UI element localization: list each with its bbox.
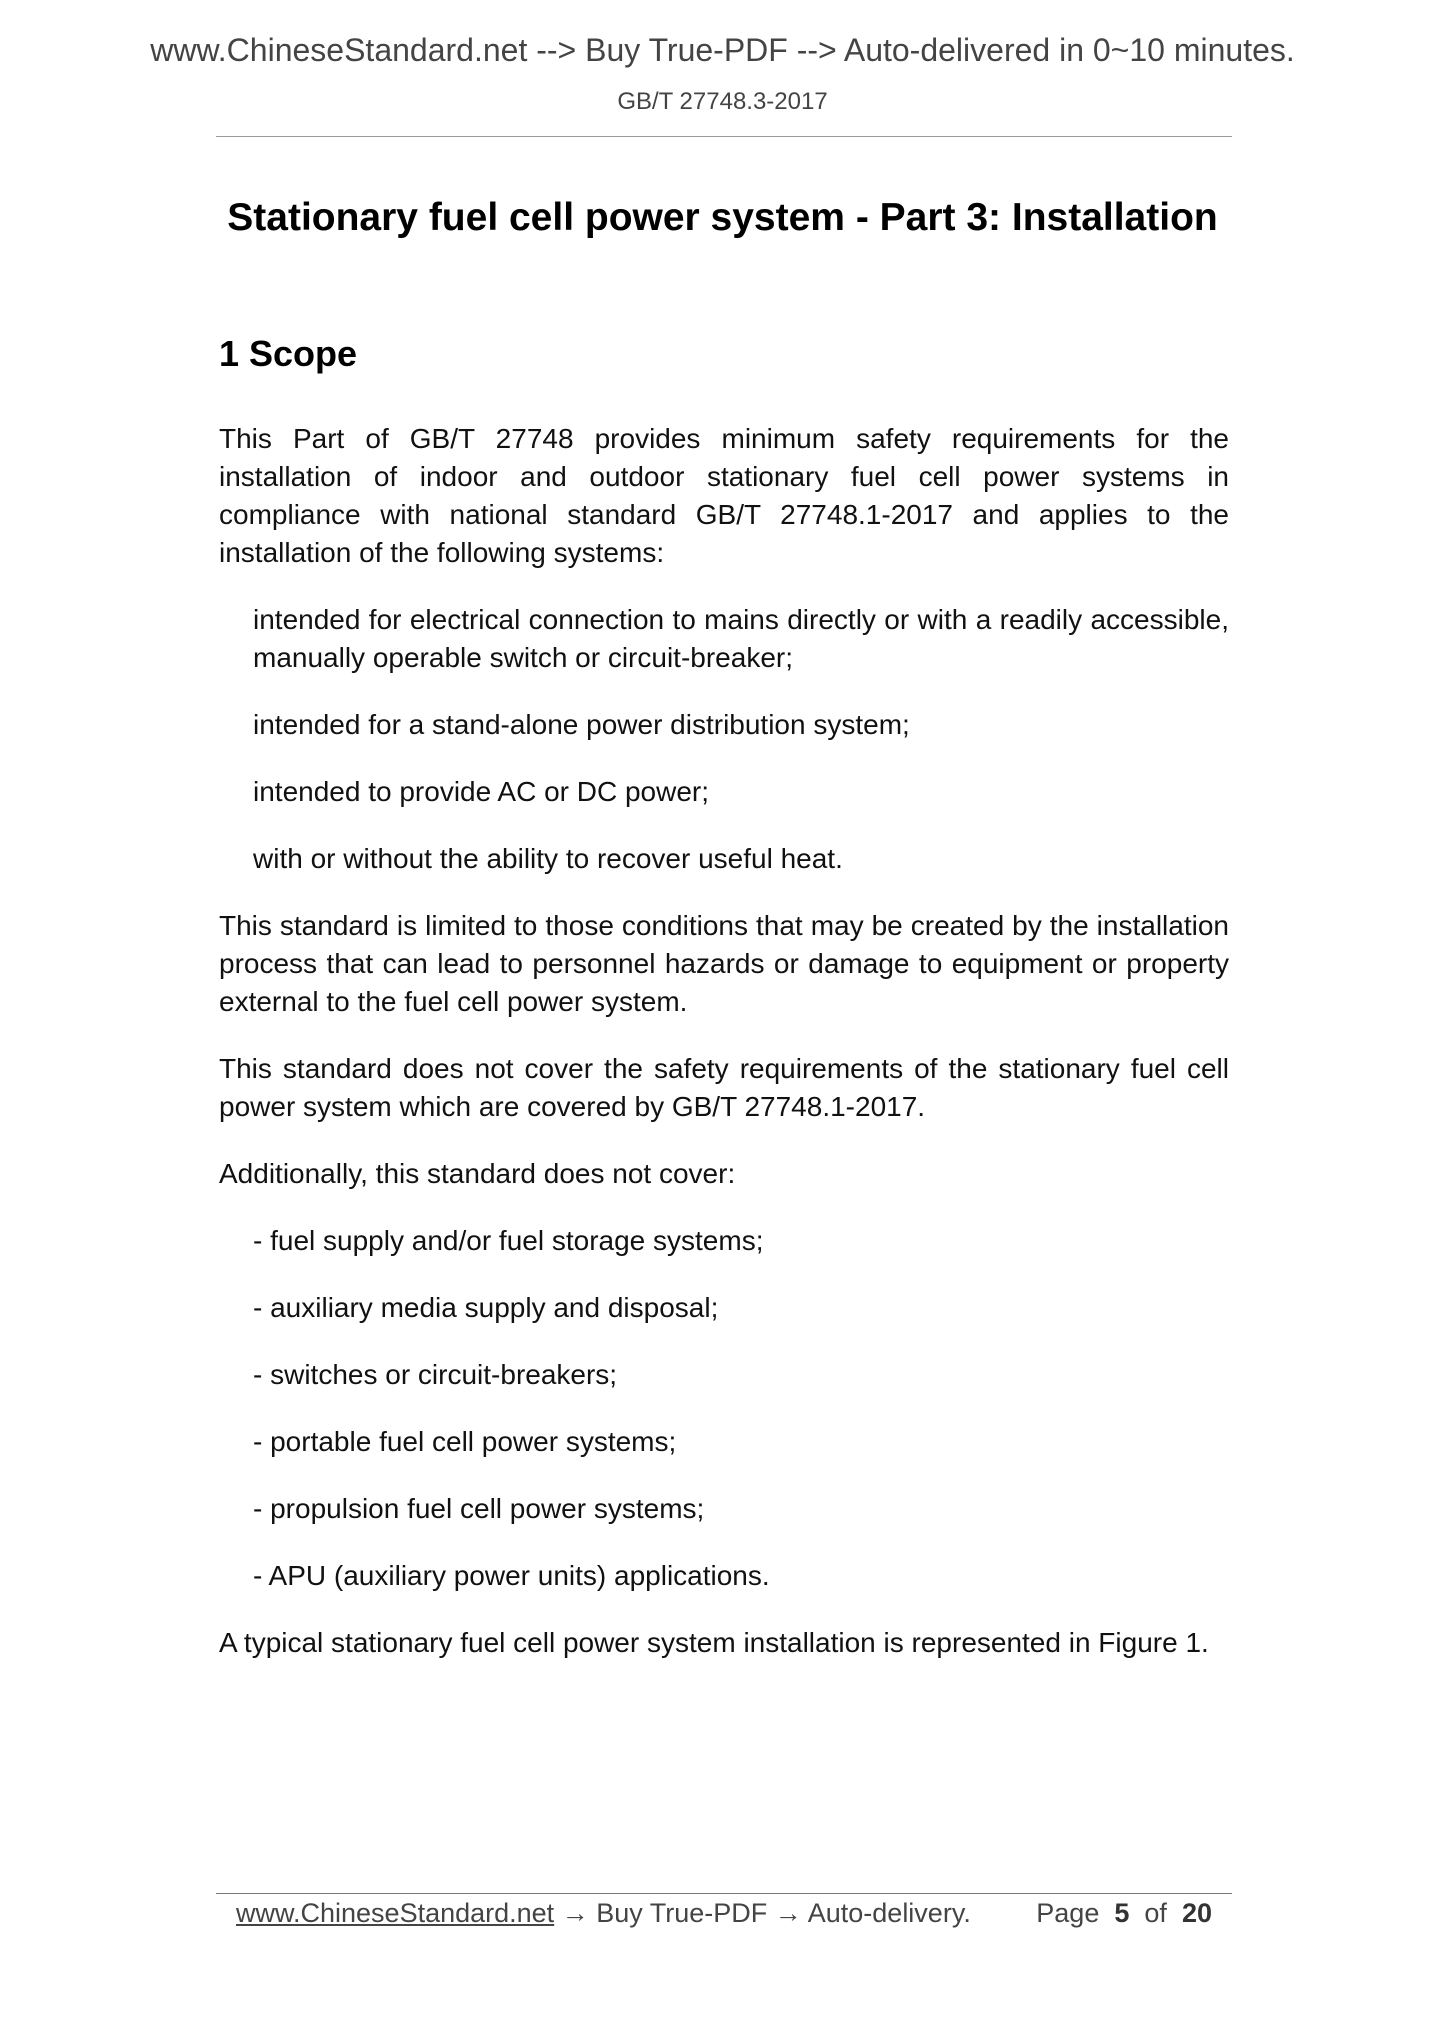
list-item: - auxiliary media supply and disposal;	[253, 1292, 719, 1323]
list-item: intended for electrical connection to mains directly or with a readily accessible, manually operable switch or circuit-breaker;	[253, 604, 1229, 673]
footer-site-link[interactable]: www.ChineseStandard.net	[236, 1898, 555, 1928]
list-item: - propulsion fuel cell power systems;	[253, 1493, 705, 1524]
top-banner: www.ChineseStandard.net --> Buy True-PDF --> Auto-delivered in 0~10 minutes.	[150, 32, 1295, 68]
paragraph: Additionally, this standard does not cover:	[219, 1158, 736, 1189]
list-item: - fuel supply and/or fuel storage systems;	[253, 1225, 764, 1256]
current-page-number: 5	[1114, 1898, 1130, 1928]
list-item: - APU (auxiliary power units) applications.	[253, 1560, 770, 1591]
document-title: Stationary fuel cell power system - Part 3: Installation	[227, 196, 1218, 239]
header-divider	[216, 136, 1232, 137]
list-item: - portable fuel cell power systems;	[253, 1426, 677, 1457]
list-item: intended to provide AC or DC power;	[253, 776, 710, 807]
footer-left	[236, 1898, 971, 1929]
footer-tagline: → Buy True-PDF → Auto-delivery.	[554, 1898, 971, 1928]
list-item: with or without the ability to recover useful heat.	[253, 843, 843, 874]
page-indicator	[1036, 1898, 1212, 1929]
list-item: - switches or circuit-breakers;	[253, 1359, 618, 1390]
of-label: of	[1144, 1898, 1167, 1928]
standard-code: GB/T 27748.3-2017	[617, 88, 828, 115]
page-footer	[236, 1898, 1212, 1938]
paragraph: A typical stationary fuel cell power system installation is represented in Figure 1.	[219, 1627, 1209, 1658]
paragraph: This standard does not cover the safety requirements of the stationary fuel cell power system which are covered by GB/T 27748.1-2017.	[219, 1053, 1229, 1122]
section-heading-scope: 1 Scope	[219, 333, 358, 374]
document-body	[219, 420, 1229, 1691]
list-item: intended for a stand-alone power distribution system;	[253, 709, 910, 740]
footer-divider	[216, 1893, 1232, 1894]
total-pages-number: 20	[1181, 1898, 1212, 1928]
page-label: Page	[1036, 1898, 1100, 1928]
paragraph: This standard is limited to those conditions that may be created by the installation process that can lead to personnel hazards or damage to equipment or property external to the fuel cell power system.	[219, 910, 1229, 1017]
paragraph: This Part of GB/T 27748 provides minimum safety requirements for the installation of indoor and outdoor stationary fuel cell power systems in compliance with national standard GB/T 27748.1-2017 and applies to the installation of the following systems:	[219, 423, 1229, 568]
